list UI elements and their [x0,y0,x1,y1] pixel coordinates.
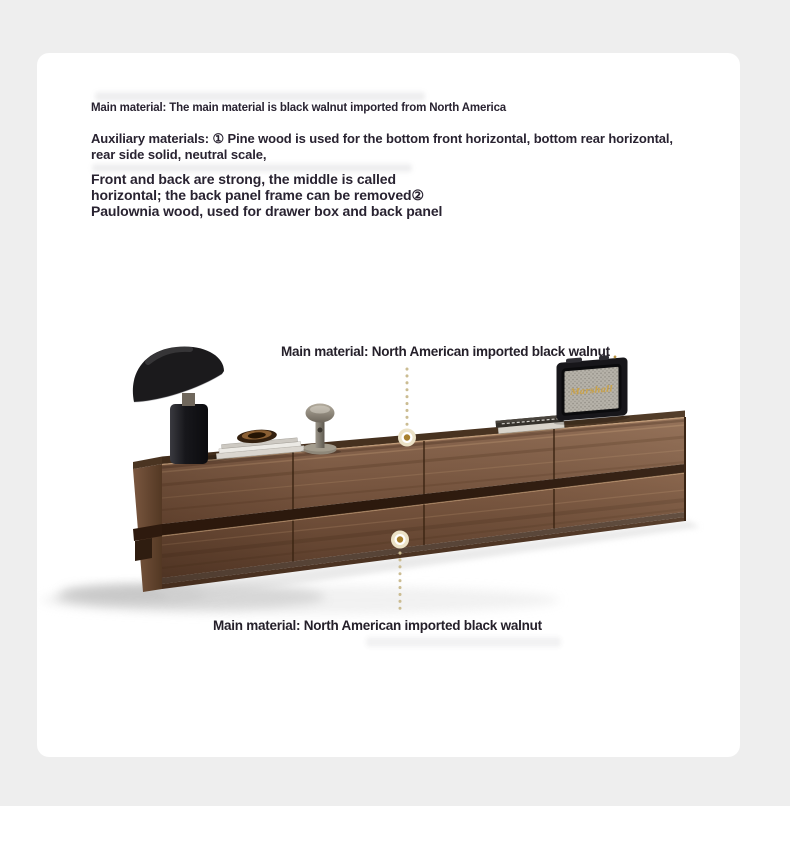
lamp-neck [182,393,195,406]
structure-line-1: Front and back are strong, the middle is called [91,171,396,187]
structure-line-2: horizontal; the back panel frame can be removed② [91,186,424,203]
auxiliary-line-2: rear side solid, neutral scale, [91,146,267,162]
ghost-watermark [95,92,425,101]
auxiliary-line-1: Auxiliary materials: ① Pine wood is used for the bottom front horizontal, bottom rear horizontal, [91,131,673,146]
table-lamp [133,347,224,464]
structure-line-3: Paulownia wood, used for drawer box and back panel [91,202,443,219]
mini-metal-lamp [301,404,341,455]
material-marker-icon-top [398,429,416,447]
auxiliary-materials-paragraph [91,131,673,162]
speaker-logo: Marshall [570,384,613,398]
annotation-top-caption: Main material: North American imported black walnut [281,344,610,359]
speaker [554,353,630,426]
material-marker-icon-bottom [391,531,409,549]
structure-paragraph [91,172,442,220]
ghost-watermark [366,637,561,647]
cabinet-end-notch [135,538,152,561]
main-material-line: Main material: The main material is black walnut imported from North America [91,102,507,114]
annotation-bottom-caption: Main material: North American imported black walnut [213,618,542,633]
lamp-body [170,404,208,464]
